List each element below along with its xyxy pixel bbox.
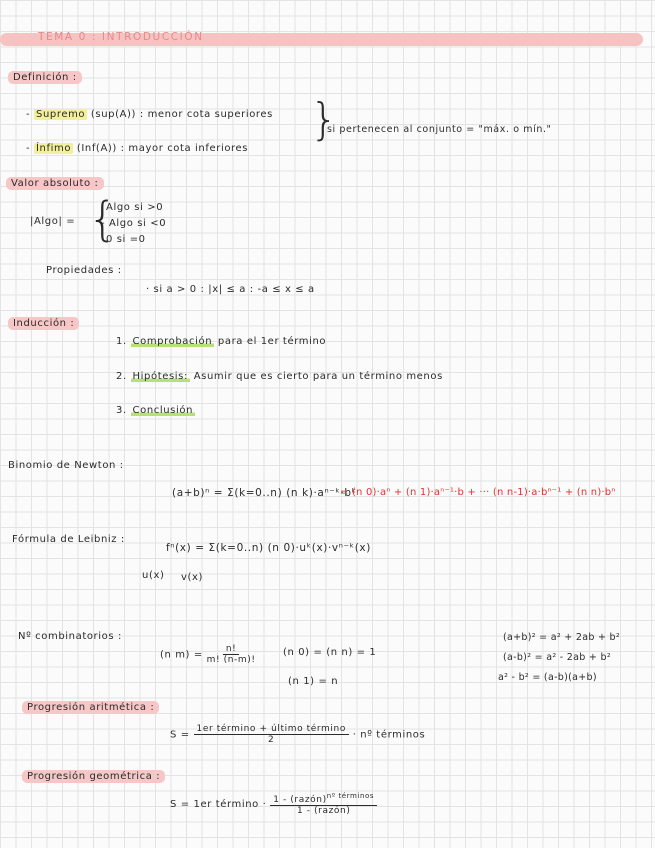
leibniz-u-label: u(x) (142, 570, 165, 581)
abs-lhs: |Algo| = (30, 216, 76, 227)
binomio-expansion: = (n 0)·aⁿ + (n 1)·aⁿ⁻¹·b + ··· (n n-1)·a·bⁿ⁻¹ + (n n)·bⁿ (340, 487, 616, 498)
abs-case-2: - Algo si <0 (101, 218, 167, 229)
brace-note: si pertenecen al conjunto = "máx. o mín." (327, 124, 552, 135)
identidad-notable-1: (a+b)² = a² + 2ab + b² (503, 632, 620, 643)
infimo-line: - Ínfimo (Inf(A)) : mayor cota inferiores (26, 143, 249, 154)
induccion-step-2: 2. Hipótesis: Asumir que es cierto para un término menos (116, 371, 443, 382)
abs-case-3: 0 si =0 (106, 234, 146, 245)
induccion-step-3: 3. Conclusión (116, 405, 194, 416)
leibniz-formula: fⁿ(x) = Σ(k=0..n) (n 0)·uᵏ(x)·vⁿ⁻ᵏ(x) (166, 542, 371, 554)
combinatorios-heading: Nº combinatorios : (18, 631, 122, 642)
abs-case-1: Algo si >0 (106, 202, 164, 213)
propiedades-label: Propiedades : (46, 265, 122, 276)
supremo-text: (sup(A)) : menor cota superiores (90, 109, 273, 120)
leibniz-heading: Fórmula de Leibniz : (12, 534, 125, 545)
aritmetica-heading: Progresión aritmética : (22, 702, 159, 713)
binomio-heading: Binomio de Newton : (8, 460, 124, 471)
leibniz-v-label: v(x) (181, 572, 204, 583)
aritmetica-formula: S = $\frac{\text{1er término + último término}}{2}$ · nº términos (170, 724, 426, 745)
page-title: TEMA 0 : INTRODUCCIÓN (38, 31, 204, 43)
propiedad-text: · si a > 0 : |x| ≤ a : -a ≤ x ≤ a (146, 284, 315, 295)
combinatorio-definicion: (n m) = $\frac{n!}{m! (n-m)!}$ (160, 644, 256, 665)
binomio-formula: (a+b)ⁿ = Σ(k=0..n) (n k)·aⁿ⁻ᵏ·bᵏ (172, 487, 357, 499)
geometrica-formula: S = 1er término · $\frac{1 - (razón)^{nº términos}}{\text{1 - (razón)}}$ (170, 792, 377, 816)
identidad-notable-2: (a-b)² = a² - 2ab + b² (503, 652, 611, 663)
definicion-brace: } (310, 94, 338, 145)
definicion-heading: Definición : (8, 72, 82, 83)
infimo-text: (Inf(A)) : mayor cota inferiores (76, 143, 249, 154)
induccion-step-1: 1. Comprobación para el 1er término (116, 336, 327, 347)
supremo-line: - Supremo (sup(A)) : menor cota superiores (26, 109, 273, 120)
identidad-notable-3: a² - b² = (a-b)(a+b) (498, 672, 597, 683)
geometrica-heading: Progresión geométrica : (22, 771, 165, 782)
induccion-heading: Inducción : (8, 318, 79, 329)
infimo-label: Ínfimo (36, 143, 72, 154)
supremo-label: Supremo (36, 109, 86, 120)
abs-brace: { (88, 192, 118, 246)
valor-absoluto-heading: Valor absoluto : (6, 178, 104, 189)
combinatorio-identidad-2: (n 1) = n (288, 676, 339, 687)
combinatorio-identidad-1: (n 0) = (n n) = 1 (283, 647, 377, 658)
